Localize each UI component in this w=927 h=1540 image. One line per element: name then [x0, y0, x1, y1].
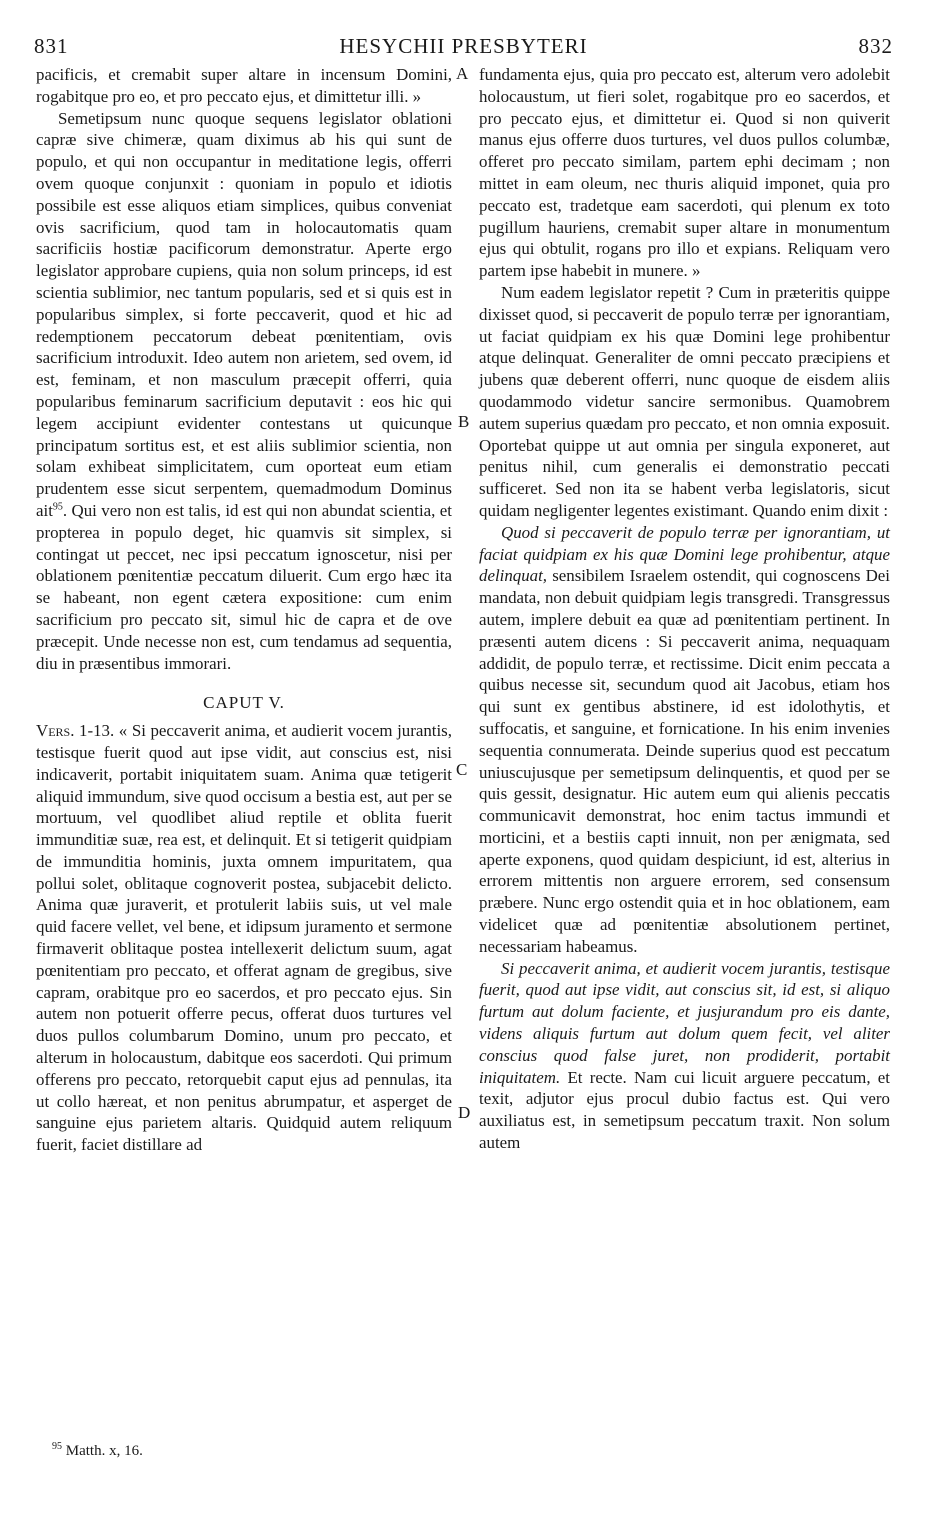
section-marker-c: C — [456, 760, 468, 779]
left-paragraph-3-text: « Si peccaverit anima, et audierit vocem jurantis, testisque fuerit quod aut ipse vidit, aut conscius est, nisi indicaverit, portabit iniquitatem suam. Anima quæ tetigerit aliquid immundum, sive quod occisum a bestia est, aut per se mortuum, vel quodlibet aliud reptile et oblita fuerit immunditiæ suæ, rea est, et delinquit. Et si tetigerit quidpiam de immunditia hominis, juxta omnem impuritatem, qua pollui solet, oblitaque cognoverit postea, subjacebit delicto. Anima quæ juraverit, et protulerit labiis suis, ut vel male quid facere vellet, vel bene, et idipsum juramento et sermone firmaverit oblitaque postea intellexerit delictum suum, agat pœnitentiam pro peccato, et offerat agnam de gregibus, sive capram, orabitque pro eo sacerdos, et pro peccato ejus. Sin autem non potuerit offerre pecus, offerat duos turtures vel duos pullos columbarum Domino, unum pro peccato, et alterum in holocaustum, dabitque eos sacerdoti. Qui primum offerens pro peccato, retorquebit caput ejus ad pennulas, ita ut collo hæreat, et non penitus abrumpatur, et asperget de sanguine ejus parietem altaris. Quidquid autem reliquum fuerit, faciet distillare ad — [36, 721, 452, 1155]
right-paragraph-3-quote: Quod si peccaverit de populo terræ per ignorantiam, ut faciat quidpiam ex his quæ Domini lege prohibentur, atque delinquat, — [479, 522, 890, 586]
page-number-left: 831 — [34, 34, 69, 58]
footnote-text: Matth. x, 16. — [62, 1443, 143, 1459]
right-paragraph-1: fundamenta ejus, quia pro peccato est, alterum vero adolebit holocaustum, ut fieri solet, rogabitque pro eo sacerdos, et pro peccato ejus, et dimittetur ei. Quod si non quiverit manus ejus offerre duos turtures, vel duos pullos columbæ, offeret pro peccato similam, partem ephi decimam ; non mittet in eam oleum, nec thuris aliquid imponet, quia pro peccato est, tradetque eam sacerdoti, qui plenum ex toto pugillum hauriens, cremabit super altare in monumentum ejus qui obtulit, rogans pro illo et expians. Reliquam vero partem ipse habebit in munere. » — [479, 65, 890, 281]
left-paragraph-2-text-b: . Qui vero non est talis, id est qui non abundat scientia, et propterea in populo deget, hic quamvis sit simplex, si contingat ut peccet, nec ipsi peccatum ignoscetur, nisi per oblationem pœnitentiæ peccatum diluerit. Cum ergo hæc ita se habeant, non egent cætera expositione: cum enim sacrificium pro peccato sit, simul hic de capra et de ove præcepit. Unde necesse non est, cum tendamus ad sequentia, diu in præsentibus immorari. — [36, 500, 452, 673]
section-marker-a: A — [456, 64, 469, 83]
left-paragraph-1: pacificis, et cremabit super altare in incensum Domini, rogabitque pro eo, et pro peccato ejus, et dimittetur illi. » — [36, 65, 452, 106]
right-paragraph-3 — [479, 522, 890, 958]
right-paragraph-2: Num eadem legislator repetit ? Cum in præteritis quippe dixisset quod, si peccaverit de populo terræ per ignorantiam, ut faciat quidpiam ex his quæ Domini lege prohibentur atque delinquat. Generaliter de omni peccato præcipiens et jubens quæ deberent offerri, nunc quoque de eisdem aliis quodammodo videtur sancire sermonibus. Quamobrem autem superius quædam pro peccato, et non omnia exposuit. Oportebat quippe ut aut omnia per singula exponeret, aut penitus nihil, cum generalis ei demonstratio peccati sufficeret. Sed non ita se habent verba legislatoris, sicut quidam negligenter legentes existimant. Quando enim dixit : — [479, 282, 890, 520]
chapter-heading: CAPUT V. — [203, 693, 285, 713]
running-title: HESYCHII PRESBYTERI — [339, 34, 588, 58]
left-paragraph-3 — [36, 720, 452, 1156]
right-paragraph-3-text: sensibilem Israelem ostendit, qui cognoscens Dei mandata, non debuit quidpiam legis transgredi. Transgressus autem, implere debuit ea quæ ad pœnitentiam pertinent. In præsenti autem dicens : Si peccaverit anima, nequaquam addidit, de populo terræ, et rectissime. Dicit enim peccata a quibus necesse sit, secundum quod ait Jacobus, etiam hos qui sunt ex gentibus abstinere, id est idolothytis, et suffocatis, et sanguine, et fornicatione. In his enim invenies sequentia connumerata. Deinde superius quod est peccatum uniuscujusque per semetipsum delinquentis, et quod per se quis gessit, designatur. Hic autem eum qui alienis peccatis communicavit demonstrat, hoc enim tactus immundi et morticini, et a bestiis capti innuit, non per ænigmata, sed aperte exponens, quod quidam despiciunt, id est, alterius in errorem mittentis non arguere errorem, sed consensum præbere. Nunc ergo ostendit quia et in hoc oblationem, eam videlicet quæ ad pœnitentiæ absolutionem pertinet, necessariam habeamus. — [479, 566, 890, 956]
section-marker-d: D — [458, 1103, 471, 1122]
right-paragraph-4-text: Et recte. Nam cui licuit arguere peccatum, et texit, adjutor ejus procul dubio factus est. Qui vero auxiliatus est, in semetipsum peccatum traxit. Non solum autem — [479, 1067, 890, 1153]
page-number-right: 832 — [858, 34, 893, 58]
footnote-reference: 95 — [52, 501, 63, 513]
running-header — [34, 34, 893, 62]
verse-label: Vers. 1-13. — [36, 721, 115, 741]
footnote-number: 95 — [52, 1441, 62, 1452]
right-column — [479, 64, 890, 1154]
footnote — [52, 1443, 143, 1460]
right-paragraph-4 — [479, 958, 890, 1154]
left-column — [36, 64, 452, 1156]
right-paragraph-4-quote: Si peccaverit anima, et audierit vocem jurantis, testisque fuerit, quod aut ipse vidit, aut conscius sit, id est, si aliquo furtum aut dolum faciente, et jusjurandum pro eis dante, videns aliquis furtum aut dolum quem fecit, vel aliter conscius quod false juret, non prodiderit, portabit iniquitatem. — [479, 958, 890, 1087]
left-paragraph-2 — [36, 108, 452, 675]
section-marker-b: B — [458, 412, 470, 431]
left-paragraph-2-text-a: Semetipsum nunc quoque sequens legislator oblationi capræ sive chimeræ, quam diximus ab his qui sunt de populo, et qui non occupantur in meditatione legis, offerri ovem quoque conjunxit : quoniam in populo et idiotis possibile est esse aliquos etiam simplices, quibus conveniat ovis sacrificium, quod tam in holocautomatis quam sacrificiis hostiæ pacificorum demonstratur. Aperte ergo legislator approbare cupiens, quia non solum princeps, id est scientia sublimior, nec tantum popularis, sed et si quis est in popularibus simplex, si forte peccaverit, quod et hic ad redemptionem peccatorum debeat pœnitentiam, ovis sacrificium introduxit. Ideo autem non arietem, sed ovem, id est, feminam, et non masculum præcepit offerri, quia popularibus feminarum sacrificium deputavit : eos hic qui legem accipiunt evidenter contestans ut quicunque principatum sortitus est, et est aliis sublimior scientia, non solam exhibeat simplicitatem, cum oporteat eum etiam prudentem esse sicut serpentem, quemadmodum Dominus ait — [36, 108, 452, 520]
